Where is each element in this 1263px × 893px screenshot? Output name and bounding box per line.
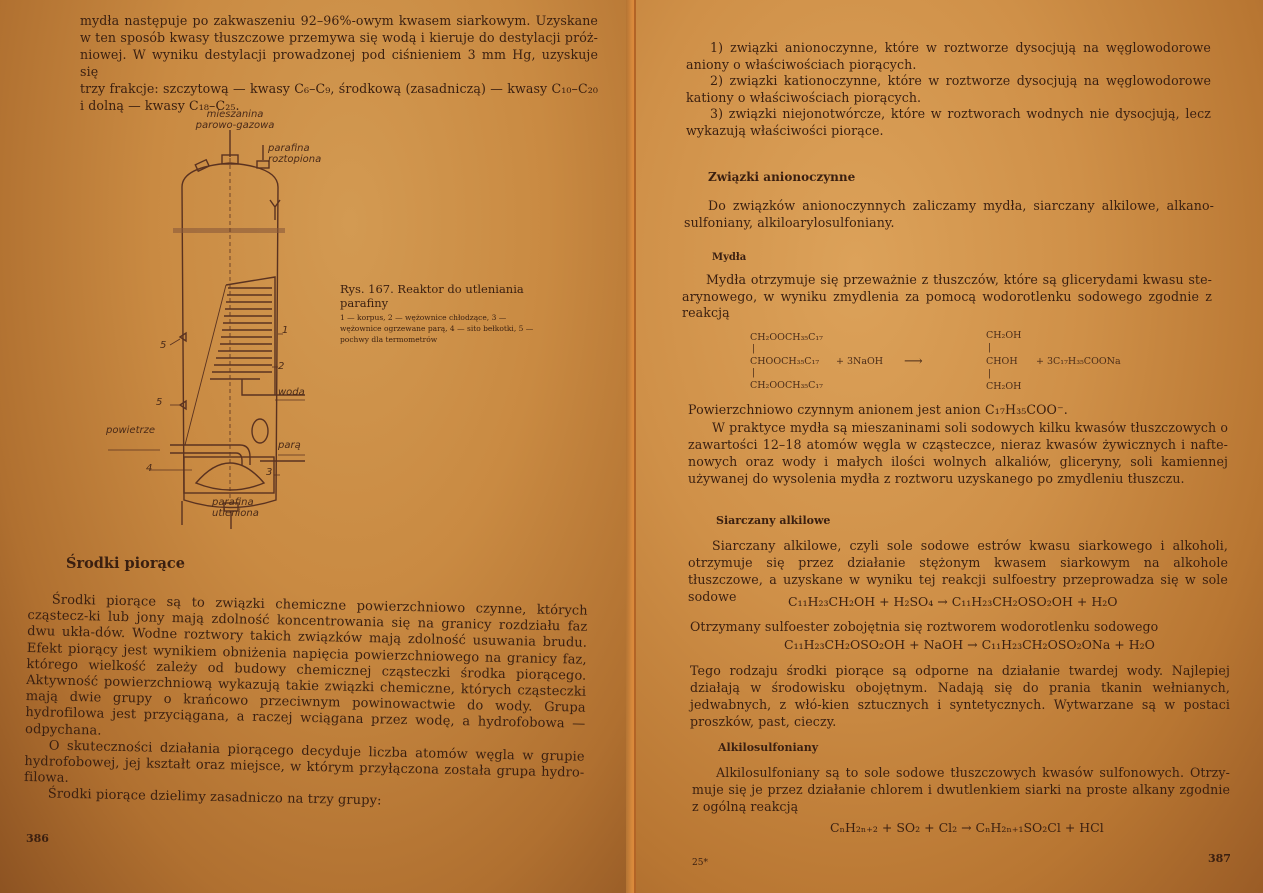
product-row: CHOH	[986, 356, 1018, 367]
sulfates-mid-text: Otrzymany sulfoester zobojętnia się roztworem wodorotlenku sodowego	[690, 619, 1159, 634]
intro-line: w ten sposób kwasy tłuszczowe przemywa się wodą i kieruje do destylacji próż-	[80, 30, 598, 45]
paragraph: Środki piorące dzielimy zasadniczo na trzy grupy:	[47, 786, 382, 809]
caption-legend: 1 — korpus, 2 — wężownice chłodzące, 3 — wężownice ogrzewane parą, 4 — sito bełkotki, 5 — pochwy dla termometrów	[340, 313, 534, 344]
label-water: woda	[278, 387, 305, 398]
sulfonates-text: Alkilosulfoniany są to sole sodowe tłuszczowych kwasów sulfonowych. Otrzy-muje się je przez działanie chlorem i dwutlenkiem siarki na proste alkany zgodnie z ogólną reakcją	[692, 765, 1230, 814]
group-item: 1) związki anionoczynne, które w roztworze dysocjują na węglowodorowe aniony o właściwościach piorących.	[686, 40, 1211, 72]
reactor-drawing-icon	[100, 105, 350, 530]
intro-line: i dolną — kwasy C₁₈–C₂₅.	[80, 98, 240, 113]
bond-line: |	[988, 342, 992, 353]
label-part-1: 1	[282, 325, 289, 336]
sulfates-equation-1: C₁₁H₂₃CH₂OH + H₂SO₄ → C₁₁H₂₃CH₂OSO₂OH + H₂O	[788, 594, 1118, 609]
byproduct: + 3C₁₇H₃₅COONa	[1036, 356, 1121, 367]
label-top-outlet: mieszanina parowo-gazowa	[195, 109, 275, 131]
left-body	[24, 592, 588, 814]
intro-line: trzy frakcje: szczytową — kwasy C₆–C₉, środkową (zasadniczą) — kwasy C₁₀–C₂₀	[80, 81, 598, 96]
soaps-text: Mydła otrzymuje się przeważnie z tłuszczów, które są glicerydami kwasu ste-arynowego, w wyniku zmydlenia za pomocą wodorotlenku sodowego zgodnie z reakcją	[682, 272, 1212, 320]
sulfonates-equation: CₙH₂ₙ₊₂ + SO₂ + Cl₂ → CₙH₂ₙ₊₁SO₂Cl + HCl	[830, 820, 1104, 835]
group-item: 3) związki niejonotwórcze, które w roztworach wodnych nie dysocjują, lecz wykazują właściwości piorące.	[686, 106, 1211, 138]
heading-soaps: Mydła	[712, 252, 747, 263]
section-heading: Środki piorące	[66, 555, 185, 572]
label-part-5a: 5	[160, 340, 167, 351]
heading-sulfonates: Alkilosulfoniany	[718, 741, 819, 754]
bond-line: |	[752, 367, 756, 378]
label-steam: parą	[278, 440, 301, 451]
bond-line: |	[752, 343, 756, 354]
signature-mark: 25*	[692, 858, 708, 868]
reactant-row: CHOOCH₃₅C₁₇	[750, 356, 820, 367]
label-air: powietrze	[106, 425, 156, 436]
reactor-diagram	[100, 105, 350, 530]
reagent: + 3NaOH	[836, 356, 884, 367]
page-number-right: 387	[1208, 852, 1231, 865]
sulfates-after-text: Tego rodzaju środki piorące są odporne na działanie twardej wody. Najlepiej działają w środowisku obojętnym. Nadają się do prania tkanin wełnianych, jedwabnych, z włó-kien sztucznych i syntetycznych. Wytwarzane są w postaci proszków, past, cieczy.	[690, 663, 1230, 729]
label-part-2: 2	[278, 361, 285, 372]
intro-line: niowej. W wyniku destylacji prowadzonej pod ciśnieniem 3 mm Hg, uzyskuje się	[80, 47, 598, 79]
caption-title: Rys. 167. Reaktor do utleniania parafiny	[340, 282, 524, 310]
intro-line: mydła następuje po zakwaszeniu 92–96%-owym kwasem siarkowym. Uzyskane	[80, 13, 598, 28]
product-row: CH₂OH	[986, 381, 1022, 392]
page-number-left: 386	[26, 832, 49, 845]
paragraph: Środki piorące są to związki chemiczne powierzchniowo czynne, których cząstecz-ki lub jony mają zdolność koncentrowania się na granicy rozdziału faz dwu ukła-dów. Wodne roztwory takich związków mają zdolność usuwania brudu. Efekt piorący jest wynikiem obniżenia napięcia powierzchniowego na granicy faz, którego wielkość zależy od budowy chemicznej cząsteczki środka piorącego. Aktywność powierzchniową wykazują takie związki chemiczne, których cząsteczki mają dwie grupy o krańcowo przeciwnym powinowactwie do wody. Grupa hydrofilowa jest przyciągana, a raczej wciągana przez wodę, a hydrofobowa — odpychana.	[24, 592, 588, 739]
intro-paragraph	[80, 12, 598, 114]
group-item: 2) związki kationoczynne, które w roztworze dysocjują na węglowodorowe kationy o właściwościach piorących.	[686, 73, 1211, 105]
label-top-inlet: parafina roztopiona	[268, 143, 322, 165]
anion-text: Powierzchniowo czynnym anionem jest anion C₁₇H₃₅COO⁻.	[688, 402, 1068, 417]
soaps-practice-text: W praktyce mydła są mieszaninami soli sodowych kilku kwasów tłuszczowych o zawartości 12–18 atomów węgla w cząsteczce, nieraz kwasów żywicznych i nafte-nowych oraz wody i małych ilości wolnych alkaliów, gliceryny, soli kamiennej używanej do wysolenia mydła z roztworu uzyskanego po zmydleniu tłuszczu.	[688, 420, 1229, 486]
sulfates-equation-2: C₁₁H₂₃CH₂OSO₂OH + NaOH → C₁₁H₂₃CH₂OSO₂ONa + H₂O	[784, 637, 1155, 652]
reaction-arrow-icon: ⟶	[904, 354, 923, 369]
label-bottom-outlet: parafina utleniona	[212, 497, 259, 519]
paragraph: O skuteczności działania piorącego decyduje liczba atomów węgla w grupie hydrofobowej, jej kształt oraz miejsce, w którym przyłączona została grupa hydro-filowa.	[23, 738, 585, 787]
product-row: CH₂OH	[986, 330, 1022, 341]
label-part-3: 3	[266, 467, 273, 478]
heading-anionic: Związki anionoczynne	[708, 170, 856, 184]
reactant-row: CH₂OOCH₃₅C₁₇	[750, 380, 823, 391]
bond-line: |	[988, 368, 992, 379]
heading-sulfates: Siarczany alkilowe	[716, 514, 831, 527]
anionic-text: Do związków anionoczynnych zaliczamy mydła, siarczany alkilowe, alkano-sulfoniany, alkiloarylosulfoniany.	[684, 198, 1214, 230]
figure-caption	[340, 282, 540, 345]
label-part-4: 4	[146, 463, 153, 474]
right-page	[636, 0, 1263, 893]
reactant-row: CH₂OOCH₃₅C₁₇	[750, 332, 823, 343]
groups-list	[686, 40, 1211, 139]
sulfates-text: Siarczany alkilowe, czyli sole sodowe estrów kwasu siarkowego i alkoholi, otrzymuje się przez działanie stężonym kwasem siarkowym na alkohole tłuszczowe, a uzyskane w wyniku tej reakcji sulfoestry przeprowadza się w sole sodowe	[688, 538, 1228, 604]
label-part-5b: 5	[156, 397, 163, 408]
